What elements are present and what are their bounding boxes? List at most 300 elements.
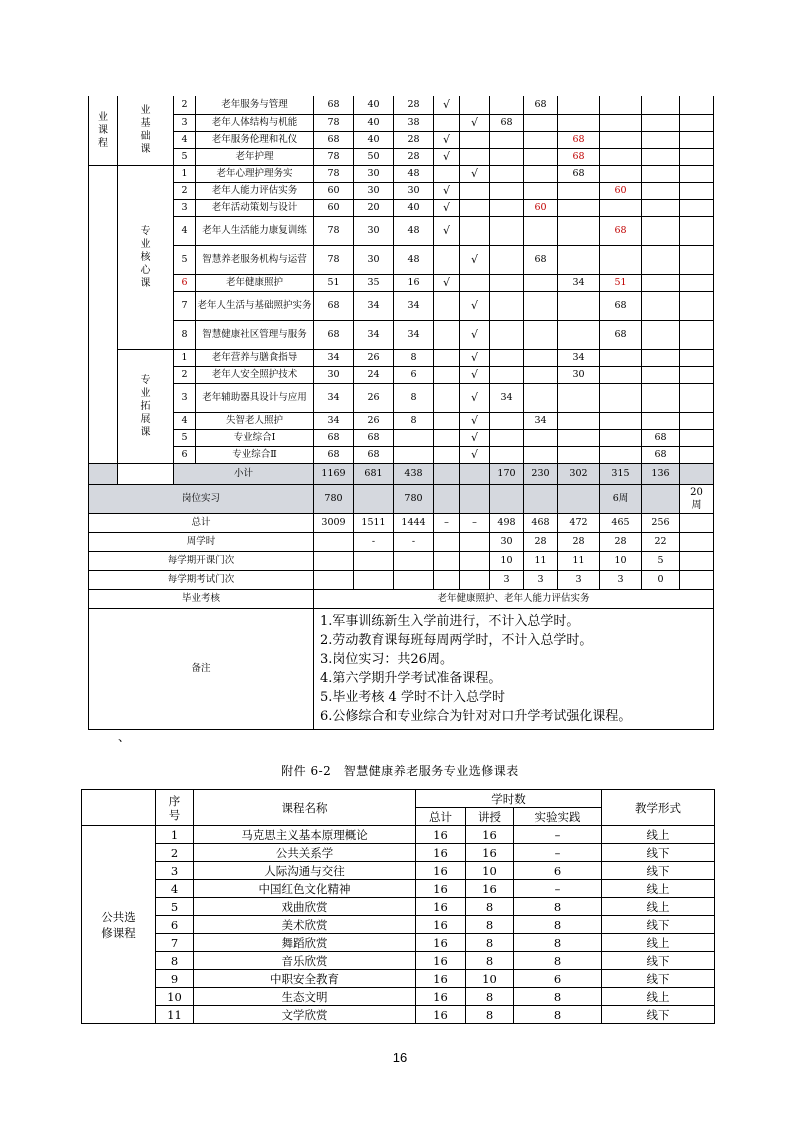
term-5	[642, 148, 680, 165]
term-1: 34	[490, 383, 524, 412]
grand-total-exam: –	[434, 513, 460, 532]
grand-total-term-5: 256	[642, 513, 680, 532]
grand-total-lecture: 1511	[354, 513, 394, 532]
hours-lecture: 10	[466, 970, 514, 988]
hours-practice: 6	[514, 862, 602, 880]
header-hours: 学时数	[416, 790, 602, 808]
ept-term-1: 3	[490, 570, 524, 589]
subtotal-term-2: 230	[524, 463, 558, 484]
term-1	[490, 182, 524, 199]
term-3: 34	[558, 349, 600, 366]
course-name: 舞蹈欣赏	[194, 934, 416, 952]
cpt-term-5: 5	[642, 551, 680, 570]
hours-practice: 48	[394, 216, 434, 245]
internship-term-6: 20周	[680, 484, 714, 513]
term-1	[490, 366, 524, 383]
row-no: 2	[174, 182, 196, 199]
weekly-hours-check	[460, 532, 490, 551]
teaching-mode: 线下	[602, 1006, 715, 1024]
course-name: 老年人生活与基础照护实务	[196, 291, 314, 320]
term-5	[642, 412, 680, 429]
term-2	[524, 216, 558, 245]
hours-total: 68	[314, 96, 354, 114]
hours-lecture: 10	[466, 862, 514, 880]
hours-total: 68	[314, 131, 354, 148]
check-mark: √	[460, 383, 490, 412]
term-5	[642, 216, 680, 245]
hours-total: 34	[314, 383, 354, 412]
hours-total: 16	[416, 826, 466, 844]
term-2: 68	[524, 245, 558, 274]
hours-lecture: 8	[466, 934, 514, 952]
course-name: 老年护理	[196, 148, 314, 165]
subtotal-term-5: 136	[642, 463, 680, 484]
hours-practice: 16	[394, 274, 434, 291]
check-mark	[460, 199, 490, 216]
table-row	[82, 916, 715, 934]
exam-mark	[434, 291, 460, 320]
hours-total: 78	[314, 245, 354, 274]
term-3	[558, 114, 600, 131]
check-mark: √	[460, 366, 490, 383]
exam-mark: √	[434, 274, 460, 291]
term-4	[600, 245, 642, 274]
term-3	[558, 383, 600, 412]
check-mark: √	[460, 114, 490, 131]
hours-lecture: 35	[354, 274, 394, 291]
hours-lecture: 40	[354, 96, 394, 114]
term-3	[558, 429, 600, 446]
course-name: 马克思主义基本原理概论	[194, 826, 416, 844]
term-5	[642, 274, 680, 291]
row-no: 4	[156, 880, 194, 898]
hours-total: 16	[416, 988, 466, 1006]
hours-practice: 8	[514, 898, 602, 916]
hours-lecture: 30	[354, 182, 394, 199]
table-row	[82, 880, 715, 898]
term-1	[490, 199, 524, 216]
subtotal-total: 1169	[314, 463, 354, 484]
row-no: 8	[156, 952, 194, 970]
course-name: 生态文明	[194, 988, 416, 1006]
grand-total-term-4: 465	[600, 513, 642, 532]
weekly-hours-term-2: 28	[524, 532, 558, 551]
subtotal-row	[89, 463, 714, 484]
term-5	[642, 349, 680, 366]
header-no: 序号	[156, 790, 194, 826]
hours-total: 16	[416, 862, 466, 880]
row-no: 4	[174, 412, 196, 429]
internship-term-3	[558, 484, 600, 513]
course-name: 失智老人照护	[196, 412, 314, 429]
header-row	[82, 790, 715, 808]
subtotal-term-3: 302	[558, 463, 600, 484]
hours-lecture: 16	[466, 880, 514, 898]
course-name: 文学欣赏	[194, 1006, 416, 1024]
term-2	[524, 182, 558, 199]
row-no: 2	[174, 96, 196, 114]
notes-label: 备注	[89, 608, 314, 729]
term-1	[490, 274, 524, 291]
course-name: 中国红色文化精神	[194, 880, 416, 898]
term-3: 68	[558, 131, 600, 148]
subtotal-label: 小计	[174, 463, 314, 484]
hours-lecture: 8	[466, 916, 514, 934]
group-blank	[89, 165, 118, 463]
term-4: 68	[600, 216, 642, 245]
weekly-hours-term-6	[680, 532, 714, 551]
table-row	[89, 182, 714, 199]
grand-total-check: –	[460, 513, 490, 532]
teaching-mode: 线上	[602, 934, 715, 952]
term-4	[600, 114, 642, 131]
term-2	[524, 446, 558, 463]
hours-lecture: 20	[354, 199, 394, 216]
term-1	[490, 96, 524, 114]
row-no: 1	[174, 165, 196, 182]
hours-practice	[394, 429, 434, 446]
check-mark: √	[460, 245, 490, 274]
term-6	[680, 366, 714, 383]
course-name: 公共关系学	[194, 844, 416, 862]
exam-mark	[434, 114, 460, 131]
header-total: 总计	[416, 808, 466, 826]
term-2	[524, 148, 558, 165]
elective-table	[81, 789, 715, 1024]
hours-total: 16	[416, 1006, 466, 1024]
graduation-label: 毕业考核	[89, 589, 314, 608]
row-no: 2	[156, 844, 194, 862]
subtotal-practice: 438	[394, 463, 434, 484]
hours-practice: 34	[394, 320, 434, 349]
term-2	[524, 366, 558, 383]
course-name: 智慧养老服务机构与运营	[196, 245, 314, 274]
teaching-mode: 线下	[602, 916, 715, 934]
separator-mark: 、	[118, 730, 131, 744]
ept-term-4: 3	[600, 570, 642, 589]
table-row	[89, 349, 714, 366]
hours-practice: 48	[394, 165, 434, 182]
course-name: 智慧健康社区管理与服务	[196, 320, 314, 349]
term-3	[558, 182, 600, 199]
term-5	[642, 245, 680, 274]
row-no: 1	[174, 349, 196, 366]
term-5	[642, 291, 680, 320]
term-5	[642, 182, 680, 199]
term-4	[600, 165, 642, 182]
group-label-core: 专业核心课	[118, 165, 174, 349]
hours-total: 30	[314, 366, 354, 383]
hours-lecture: 24	[354, 366, 394, 383]
weekly-hours-exam	[434, 532, 460, 551]
term-6	[680, 274, 714, 291]
term-2	[524, 291, 558, 320]
hours-lecture: 8	[466, 988, 514, 1006]
hours-practice: 6	[394, 366, 434, 383]
hours-lecture: 26	[354, 349, 394, 366]
teaching-mode: 线下	[602, 844, 715, 862]
exam-mark	[434, 320, 460, 349]
term-4: 68	[600, 320, 642, 349]
table-row	[82, 898, 715, 916]
ept-term-2: 3	[524, 570, 558, 589]
subtotal-exam	[434, 463, 460, 484]
hours-total: 68	[314, 446, 354, 463]
course-name: 戏曲欣赏	[194, 898, 416, 916]
term-4	[600, 366, 642, 383]
hours-lecture: 68	[354, 429, 394, 446]
ept-term-6	[680, 570, 714, 589]
hours-practice: 8	[394, 349, 434, 366]
hours-total: 16	[416, 844, 466, 862]
courses-per-term-row	[89, 551, 714, 570]
term-1	[490, 165, 524, 182]
check-mark: √	[460, 320, 490, 349]
check-mark: √	[460, 429, 490, 446]
page-number: 16	[392, 1050, 408, 1065]
term-5	[642, 383, 680, 412]
term-2: 60	[524, 199, 558, 216]
header-group	[82, 790, 156, 826]
exam-mark	[434, 429, 460, 446]
table-row	[82, 934, 715, 952]
exams-per-term-row	[89, 570, 714, 589]
teaching-mode: 线上	[602, 988, 715, 1006]
subtotal-blank-2	[118, 463, 174, 484]
course-name: 老年人能力评估实务	[196, 182, 314, 199]
internship-term-1	[490, 484, 524, 513]
term-1	[490, 245, 524, 274]
note-item: 2.劳动教育课每班每周两学时，不计入总学时。	[320, 632, 593, 648]
course-name: 老年辅助器具设计与应用	[196, 383, 314, 412]
term-1: 68	[490, 114, 524, 131]
hours-total: 34	[314, 412, 354, 429]
header-practice: 实验实践	[514, 808, 602, 826]
term-4	[600, 131, 642, 148]
course-name: 老年人体结构与机能	[196, 114, 314, 131]
check-mark: √	[460, 165, 490, 182]
graduation-value: 老年健康照护、老年人能力评估实务	[314, 589, 714, 608]
term-5	[642, 165, 680, 182]
hours-lecture: 8	[466, 1006, 514, 1024]
internship-row	[89, 484, 714, 513]
weekly-hours-term-4: 28	[600, 532, 642, 551]
exam-mark	[434, 412, 460, 429]
term-5	[642, 96, 680, 114]
ept-exam	[434, 570, 460, 589]
term-1	[490, 429, 524, 446]
table-caption: 附件 6-2 智慧健康养老服务专业选修课表	[281, 764, 519, 778]
check-mark: √	[460, 349, 490, 366]
term-5	[642, 131, 680, 148]
internship-total: 780	[314, 484, 354, 513]
term-2: 34	[524, 412, 558, 429]
term-4: 51	[600, 274, 642, 291]
teaching-mode: 线上	[602, 826, 715, 844]
hours-practice	[394, 446, 434, 463]
hours-total: 68	[314, 291, 354, 320]
hours-lecture: 30	[354, 165, 394, 182]
grand-total-label: 总计	[89, 513, 314, 532]
hours-practice: 34	[394, 291, 434, 320]
check-mark	[460, 274, 490, 291]
course-name: 老年人生活能力康复训练	[196, 216, 314, 245]
term-5	[642, 114, 680, 131]
subtotal-term-4: 315	[600, 463, 642, 484]
term-1	[490, 320, 524, 349]
term-1	[490, 216, 524, 245]
note-item: 4.第六学期升学考试准备课程。	[320, 670, 502, 686]
term-2	[524, 114, 558, 131]
weekly-hours-label: 周学时	[89, 532, 314, 551]
term-6	[680, 199, 714, 216]
subtotal-check	[460, 463, 490, 484]
hours-total: 68	[314, 429, 354, 446]
term-6	[680, 131, 714, 148]
table-row	[89, 429, 714, 446]
ept-practice	[394, 570, 434, 589]
table-row	[89, 274, 714, 291]
term-2	[524, 131, 558, 148]
hours-total: 60	[314, 199, 354, 216]
hours-lecture: 30	[354, 216, 394, 245]
teaching-mode: 线上	[602, 880, 715, 898]
graduation-row	[89, 589, 714, 608]
internship-practice: 780	[394, 484, 434, 513]
table-row	[82, 844, 715, 862]
table-row	[89, 96, 714, 114]
term-4	[600, 429, 642, 446]
row-no: 9	[156, 970, 194, 988]
hours-total: 60	[314, 182, 354, 199]
term-6	[680, 429, 714, 446]
hours-total: 78	[314, 148, 354, 165]
course-name: 老年健康照护	[196, 274, 314, 291]
term-3	[558, 216, 600, 245]
curriculum-table-body	[89, 96, 714, 729]
term-1	[490, 291, 524, 320]
cpt-lecture	[354, 551, 394, 570]
course-name: 音乐欣赏	[194, 952, 416, 970]
table-row	[89, 412, 714, 429]
term-6	[680, 216, 714, 245]
table-row	[82, 952, 715, 970]
hours-total: 16	[416, 970, 466, 988]
table-row	[89, 245, 714, 274]
course-name: 老年营养与膳食指导	[196, 349, 314, 366]
course-name: 专业综合Ⅱ	[196, 446, 314, 463]
row-no: 3	[156, 862, 194, 880]
table-row	[82, 862, 715, 880]
term-6	[680, 446, 714, 463]
notes-content	[314, 608, 714, 729]
row-no: 3	[174, 199, 196, 216]
grand-total-term-2: 468	[524, 513, 558, 532]
course-name: 老年活动策划与设计	[196, 199, 314, 216]
exam-mark: √	[434, 131, 460, 148]
term-5	[642, 199, 680, 216]
table-row	[89, 216, 714, 245]
row-no: 7	[174, 291, 196, 320]
hours-lecture: 30	[354, 245, 394, 274]
hours-total: 51	[314, 274, 354, 291]
hours-total: 16	[416, 898, 466, 916]
hours-total: 16	[416, 952, 466, 970]
hours-total: 16	[416, 916, 466, 934]
hours-practice: 8	[394, 412, 434, 429]
table-row	[89, 148, 714, 165]
course-name: 人际沟通与交往	[194, 862, 416, 880]
term-3: 68	[558, 148, 600, 165]
term-4: 68	[600, 291, 642, 320]
table-row	[82, 970, 715, 988]
hours-lecture: 50	[354, 148, 394, 165]
curriculum-table	[88, 96, 714, 730]
hours-lecture: 40	[354, 114, 394, 131]
courses-per-term-label: 每学期开课门次	[89, 551, 314, 570]
internship-check	[460, 484, 490, 513]
course-name: 老年服务与管理	[196, 96, 314, 114]
term-1	[490, 446, 524, 463]
hours-lecture: 8	[466, 898, 514, 916]
exam-mark	[434, 446, 460, 463]
term-5: 68	[642, 429, 680, 446]
hours-practice: 28	[394, 96, 434, 114]
grand-total-row	[89, 513, 714, 532]
check-mark	[460, 182, 490, 199]
header-mode: 教学形式	[602, 790, 715, 826]
teaching-mode: 线下	[602, 862, 715, 880]
table-row	[82, 1006, 715, 1024]
hours-practice: 30	[394, 182, 434, 199]
term-1	[490, 148, 524, 165]
table-row	[82, 826, 715, 844]
course-name: 美术欣赏	[194, 916, 416, 934]
internship-exam	[434, 484, 460, 513]
term-2	[524, 165, 558, 182]
hours-practice: –	[514, 826, 602, 844]
cpt-term-1: 10	[490, 551, 524, 570]
table-row	[89, 165, 714, 182]
ept-check	[460, 570, 490, 589]
row-no: 2	[174, 366, 196, 383]
weekly-hours-lecture: -	[354, 532, 394, 551]
weekly-hours-total	[314, 532, 354, 551]
exam-mark: √	[434, 199, 460, 216]
row-no: 6	[174, 446, 196, 463]
exam-mark: √	[434, 96, 460, 114]
row-no: 5	[156, 898, 194, 916]
internship-lecture	[354, 484, 394, 513]
check-mark: √	[460, 412, 490, 429]
row-no: 5	[174, 245, 196, 274]
term-4	[600, 412, 642, 429]
term-4: 60	[600, 182, 642, 199]
group-label-ext: 专业拓展课	[118, 349, 174, 463]
term-1	[490, 349, 524, 366]
hours-total: 16	[416, 880, 466, 898]
internship-term-2	[524, 484, 558, 513]
row-no: 1	[156, 826, 194, 844]
teaching-mode: 线上	[602, 898, 715, 916]
row-no: 5	[174, 429, 196, 446]
hours-practice: 48	[394, 245, 434, 274]
hours-practice: 40	[394, 199, 434, 216]
cpt-term-3: 11	[558, 551, 600, 570]
hours-practice: 8	[514, 916, 602, 934]
row-no: 7	[156, 934, 194, 952]
internship-term-5b	[642, 484, 680, 513]
